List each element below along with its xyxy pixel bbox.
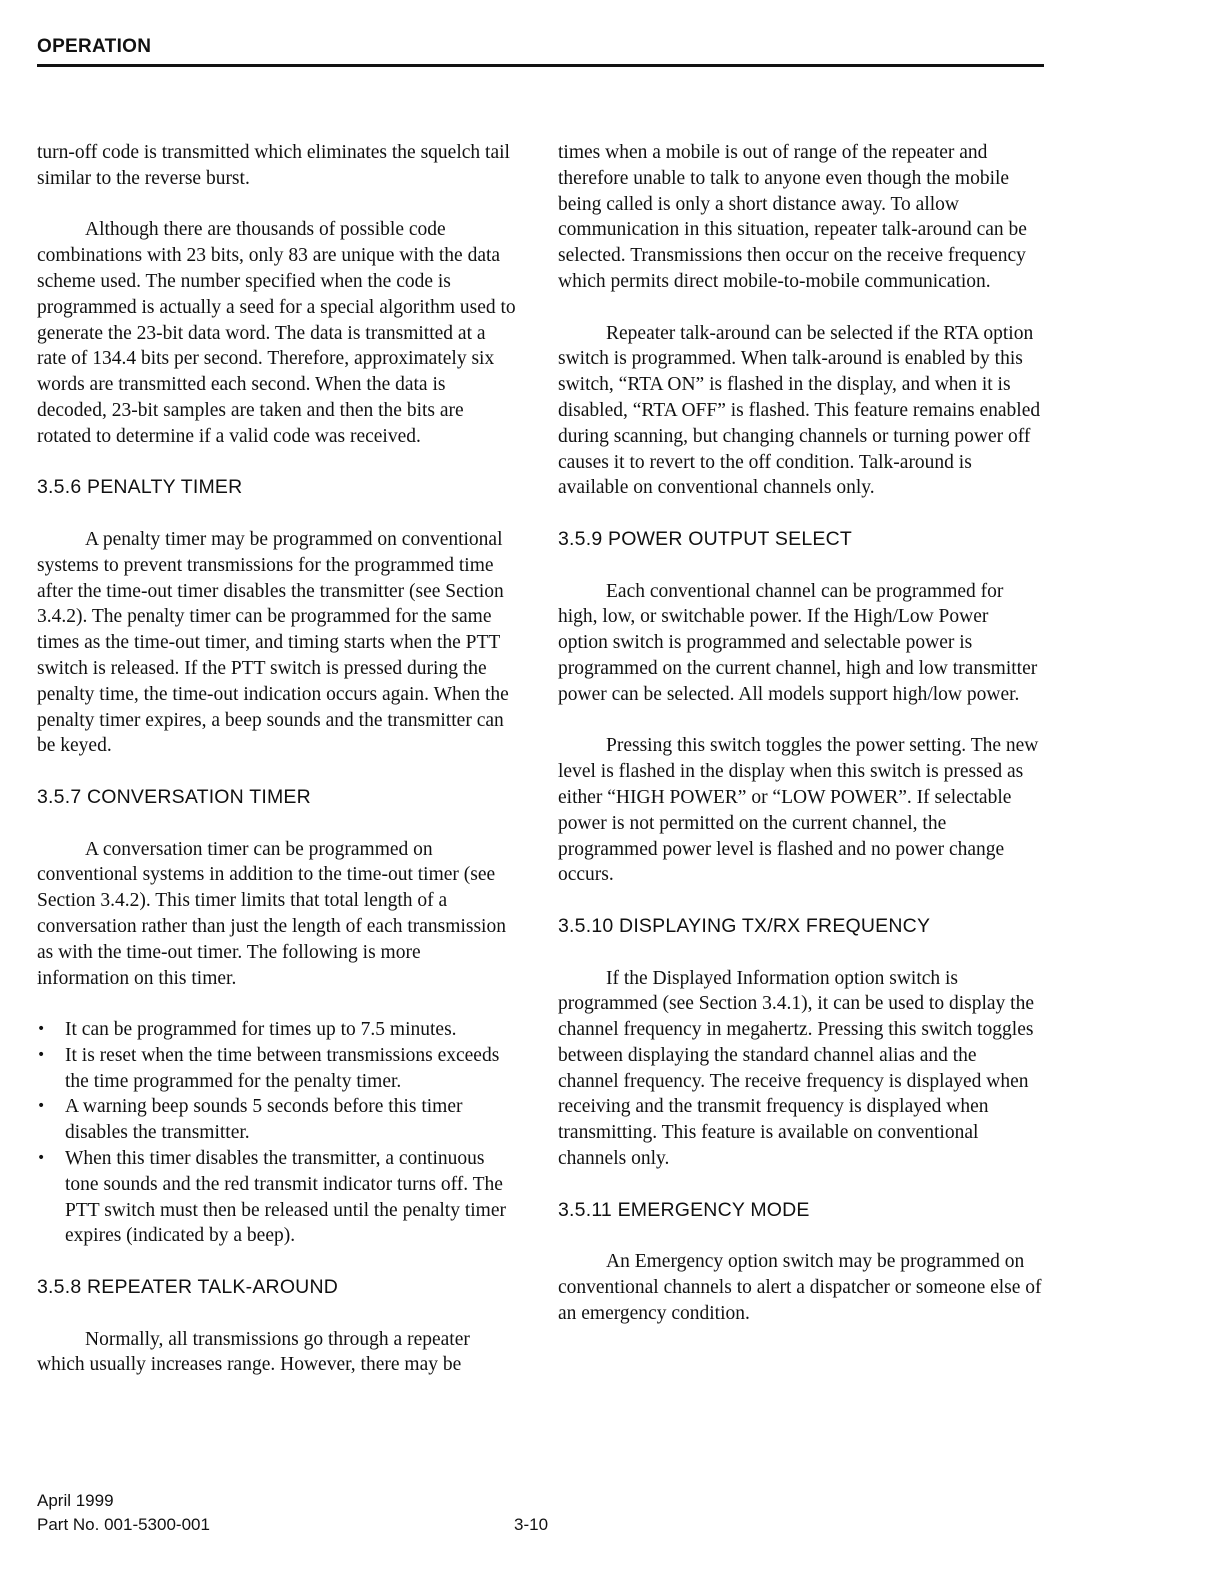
section-heading-3-5-10: 3.5.10 DISPLAYING TX/RX FREQUENCY [558, 914, 931, 937]
section-heading-3-5-8: 3.5.8 REPEATER TALK-AROUND [37, 1276, 339, 1299]
paragraph: A penalty timer may be programmed on conventional systems to prevent transmissions for the programmed time after the time-out timer disables the transmitter (see Section 3.4.2). The penalty timer can be programmed for the same times as the time-out timer, and timing starts when the PTT switch is released. If the PTT switch is pressed during the penalty time, the time-out indication occurs again. When the penalty timer expires, a beep sounds and the transmitter can be keyed. [37, 528, 509, 757]
page-header [37, 36, 1044, 67]
page-footer [37, 1489, 210, 1537]
paragraph: An Emergency option switch may be programmed on conventional channels to alert a dispatcher or someone else of an emergency condition. [558, 1251, 1042, 1324]
paragraph: Normally, all transmissions go through a repeater which usually increases range. However, there may be [37, 1328, 470, 1376]
paragraph: A conversation timer can be programmed on conventional systems in addition to the time-out timer (see Section 3.4.2). This timer limits that total length of a conversation rather than just the length of each transmission as with the time-out timer. The following is more information on this timer. [37, 838, 506, 989]
list-item [37, 1094, 517, 1146]
section-heading-3-5-7: 3.5.7 CONVERSATION TIMER [37, 785, 311, 808]
list-item [37, 1146, 517, 1249]
right-column [558, 140, 1042, 1352]
list-item-text: It is reset when the time between transmissions exceeds the time programmed for the penalty timer. [65, 1044, 500, 1092]
section-heading-3-5-9: 3.5.9 POWER OUTPUT SELECT [558, 527, 852, 550]
paragraph: If the Displayed Information option switch is programmed (see Section 3.4.1), it can be used to display the channel frequency in megahertz. Pressing this switch toggles between displaying the standard channel alias and the channel frequency. The receive frequency is displayed when receiving and the transmit frequency is displayed when transmitting. This feature is available on conventional channels only. [558, 967, 1034, 1170]
header-title: OPERATION [37, 36, 152, 57]
list-item-text: It can be programmed for times up to 7.5 minutes. [65, 1019, 457, 1041]
list-item [37, 1017, 517, 1043]
paragraph: times when a mobile is out of range of the repeater and therefore unable to talk to anyone even though the mobile being called is only a short distance away. To allow communication in this situation, repeater talk-around can be selected. Transmissions then occur on the receive frequency which permits direct mobile-to-mobile communication. [558, 142, 1027, 292]
paragraph: Although there are thousands of possible code combinations with 23 bits, only 83 are unique with the data scheme used. The number specified when the code is programmed is actually a seed for a special algorithm used to generate the 23-bit data word. The data is transmitted at a rate of 134.4 bits per second. Therefore, approximately six words are transmitted each second. When the data is decoded, 23-bit samples are taken and then the bits are rotated to determine if a valid code was received. [37, 219, 516, 447]
bullet-icon: • [37, 1046, 46, 1063]
footer-part-number: Part No. 001-5300-001 [37, 1515, 210, 1534]
list-item-text: When this timer disables the transmitter, a continuous tone sounds and the red transmit indicator turns off. The PTT switch must then be released until the penalty timer expires (indicated by a beep). [65, 1148, 506, 1247]
bullet-icon: • [37, 1098, 46, 1115]
section-heading-3-5-6: 3.5.6 PENALTY TIMER [37, 476, 243, 499]
list-item [37, 1043, 517, 1095]
paragraph: turn-off code is transmitted which eliminates the squelch tail similar to the reverse burst. [37, 142, 510, 189]
bullet-icon: • [37, 1021, 46, 1038]
paragraph: Each conventional channel can be programmed for high, low, or switchable power. If the High/Low Power option switch is programmed and selectable power is programmed on the current channel, high and low transmitter power can be selected. All models support high/low power. [558, 580, 1038, 705]
page-number: 3-10 [514, 1515, 549, 1534]
paragraph: Repeater talk-around can be selected if the RTA option switch is programmed. When talk-around is enabled by this switch, “RTA ON” is flashed in the display, and when it is disabled, “RTA OFF” is flashed. This feature remains enabled during scanning, but changing channels or turning power off causes it to revert to the off condition. Talk-around is available on conventional channels only. [558, 322, 1041, 499]
left-column [37, 140, 517, 1404]
bullet-icon: • [37, 1150, 46, 1167]
paragraph: Pressing this switch toggles the power setting. The new level is flashed in the display when this switch is pressed as either “HIGH POWER” or “LOW POWER”. If selectable power is not permitted on the current channel, the programmed power level is flashed and no power change occurs. [558, 735, 1039, 886]
section-heading-3-5-11: 3.5.11 EMERGENCY MODE [558, 1198, 810, 1221]
footer-date: April 1999 [37, 1491, 114, 1510]
list-item-text: A warning beep sounds 5 seconds before this timer disables the transmitter. [65, 1096, 463, 1144]
bullet-list [37, 1017, 517, 1249]
